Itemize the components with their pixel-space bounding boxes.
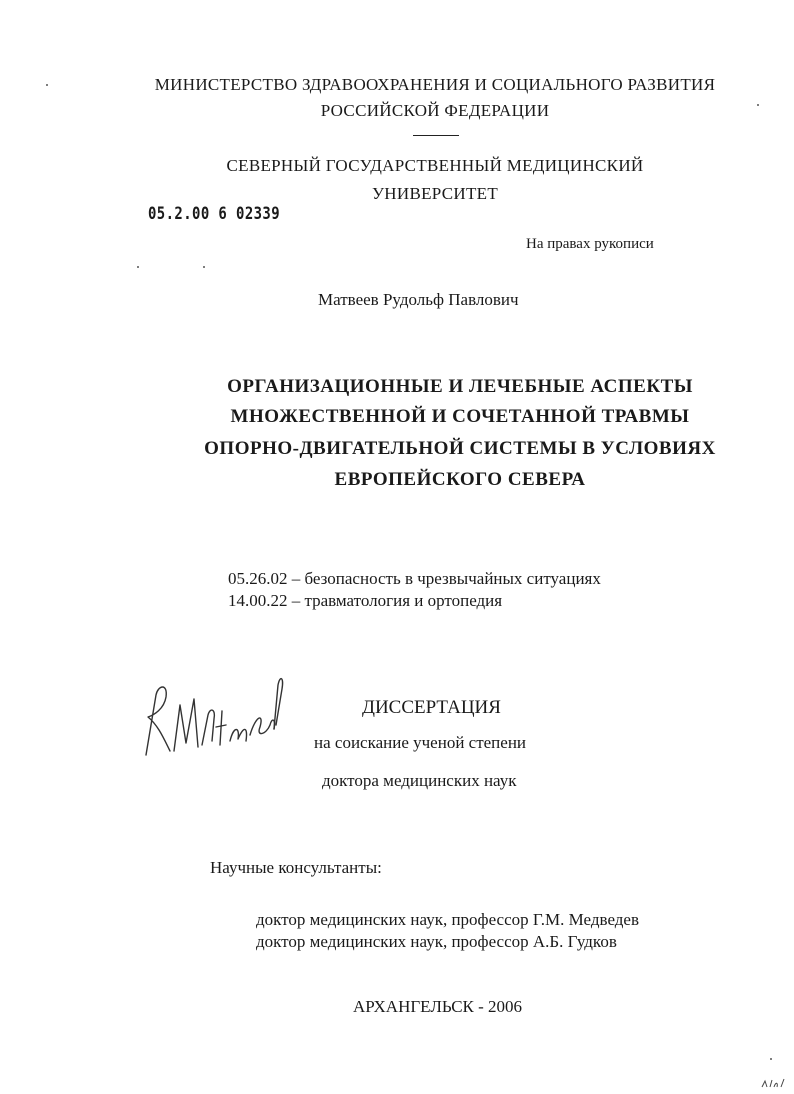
university-name-line1: СЕВЕРНЫЙ ГОСУДАРСТВЕННЫЙ МЕДИЦИНСКИЙ <box>226 156 644 175</box>
title-line3: ОПОРНО-ДВИГАТЕЛЬНОЙ СИСТЕМЫ В УСЛОВИЯХ <box>204 438 716 459</box>
degree-line2: доктора медицинских наук <box>322 771 517 790</box>
consultants-label: Научные консультанты: <box>210 858 382 877</box>
city-year: АРХАНГЕЛЬСК - 2006 <box>353 997 523 1016</box>
header-divider <box>413 135 459 136</box>
consultant-item: доктор медицинских наук, профессор А.Б. Гудков <box>256 932 617 951</box>
rights-note: На правах рукописи <box>526 236 654 252</box>
title-line2: МНОЖЕСТВЕННОЙ И СОЧЕТАННОЙ ТРАВМЫ <box>230 406 690 427</box>
scan-artifact <box>760 1075 790 1091</box>
university-name-line2: УНИВЕРСИТЕТ <box>371 184 499 203</box>
degree-line1: на соискание ученой степени <box>314 733 527 752</box>
specialty-item: 05.26.02 – безопасность в чрезвычайных ситуациях <box>228 569 601 588</box>
scan-speck <box>770 1058 772 1060</box>
scan-speck <box>757 104 759 106</box>
specialty-item: 14.00.22 – травматология и ортопедия <box>228 591 503 610</box>
title-line1: ОРГАНИЗАЦИОННЫЕ И ЛЕЧЕБНЫЕ АСПЕКТЫ <box>227 376 693 397</box>
handwritten-signature <box>136 655 286 765</box>
scan-speck <box>203 266 205 268</box>
scan-speck <box>137 266 139 268</box>
ministry-name-line1: МИНИСТЕРСТВО ЗДРАВООХРАНЕНИЯ И СОЦИАЛЬНОГО РАЗВИТИЯ <box>154 75 716 94</box>
title-line4: ЕВРОПЕЙСКОГО СЕВЕРА <box>334 469 586 490</box>
author-name: Матвеев Рудольф Павлович <box>318 290 519 309</box>
consultant-item: доктор медицинских наук, профессор Г.М. Медведев <box>256 910 639 929</box>
dissertation-type: ДИССЕРТАЦИЯ <box>362 697 501 718</box>
catalog-number-stamp: 05.2.00 6 02339 <box>148 204 281 224</box>
scan-speck <box>46 84 48 86</box>
ministry-name-line2: РОССИЙСКОЙ ФЕДЕРАЦИИ <box>320 101 550 120</box>
